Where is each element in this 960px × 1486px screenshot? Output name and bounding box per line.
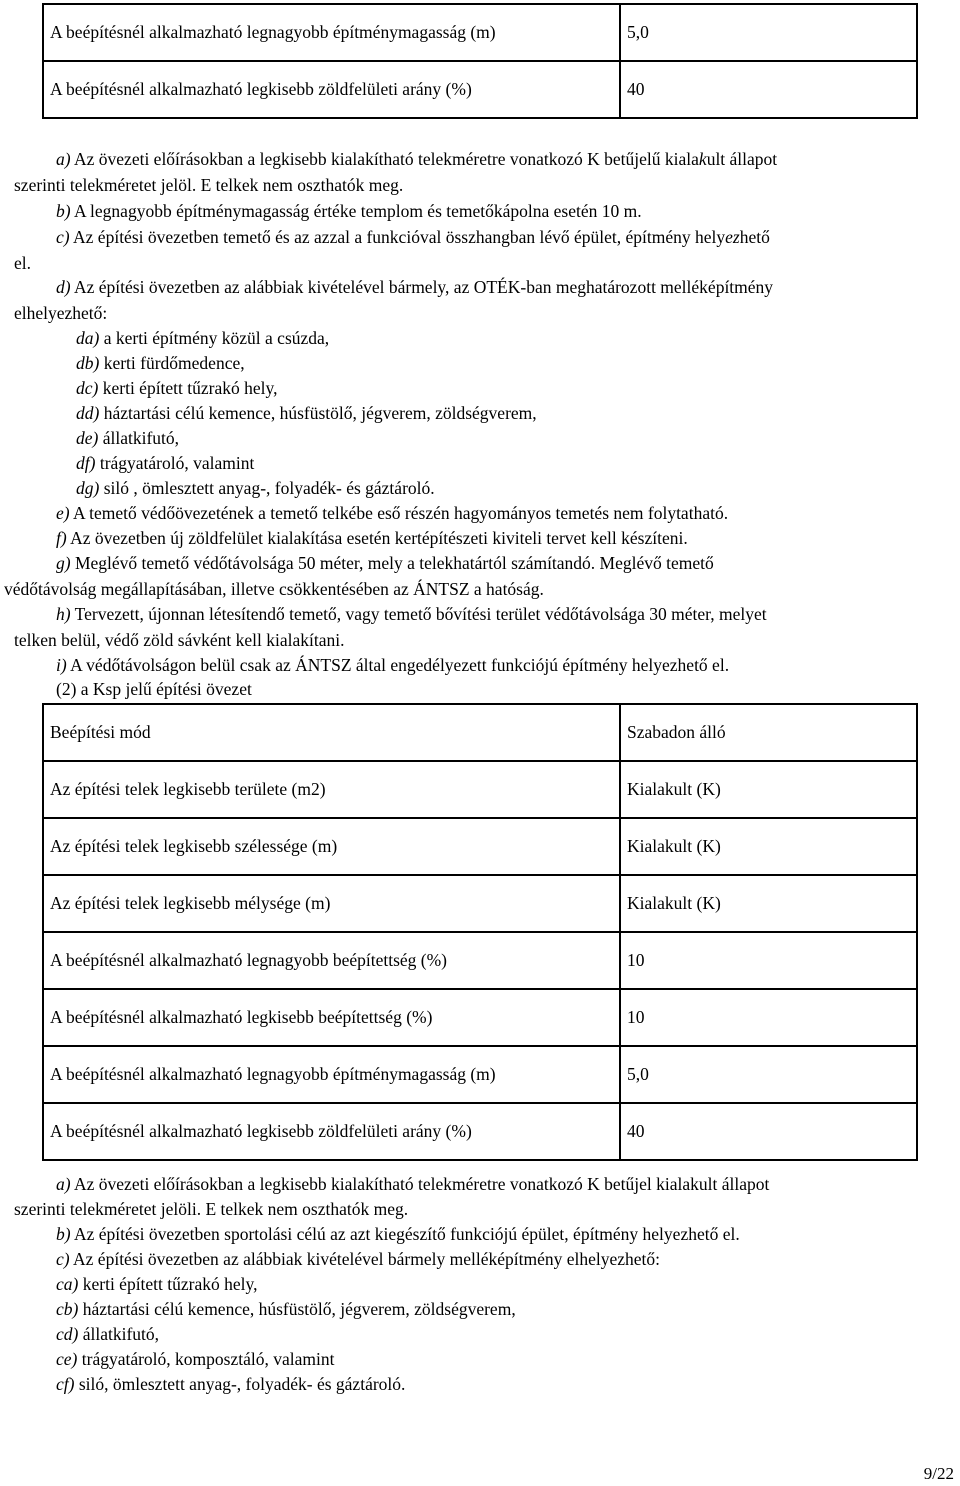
item-prefix: ce)	[56, 1349, 78, 1369]
table-row	[43, 932, 917, 989]
table-cell-value: Kialakult (K)	[620, 818, 917, 875]
item-prefix: a)	[56, 1174, 71, 1194]
item-prefix: b)	[56, 1224, 71, 1244]
list-item	[76, 377, 278, 399]
table-row	[43, 989, 917, 1046]
item-prefix: a)	[56, 149, 71, 169]
paragraph-h-line2: telken belül, védő zöld sávként kell kialakítani.	[14, 630, 345, 650]
paragraph-h-line1	[56, 603, 767, 625]
list-item-text: háztartási célú kemence, húsfüstölő, jégverem, zöldségverem,	[103, 403, 537, 423]
list-item	[56, 1273, 258, 1295]
paragraph-g-line2: védőtávolság megállapításában, illetve csökkentésében az ÁNTSZ a hatóság.	[4, 579, 544, 599]
item-prefix: b)	[56, 201, 71, 221]
table-cell-value: Szabadon álló	[620, 704, 917, 761]
table-cell-value: 5,0	[620, 1046, 917, 1103]
table-cell-label: A beépítésnél alkalmazható legkisebb zöldfelületi arány (%)	[43, 1103, 620, 1160]
list-item-text: háztartási célú kemence, húsfüstölő, jégverem, zöldségverem,	[82, 1299, 516, 1319]
item-prefix: dg)	[76, 478, 100, 498]
list-item	[76, 452, 254, 474]
zone-parameters-table-top	[42, 3, 918, 119]
paragraph-c-line1	[56, 226, 770, 248]
item-prefix: f)	[56, 528, 67, 548]
item-prefix: cd)	[56, 1324, 79, 1344]
list-item	[76, 352, 245, 374]
list-item-text: kerti épített tűzrakó hely,	[82, 1274, 258, 1294]
item-prefix: df)	[76, 453, 96, 473]
item-prefix: cf)	[56, 1374, 75, 1394]
paragraph-i	[56, 654, 729, 676]
paragraph-text: Az övezeti előírásokban a legkisebb kialakítható telekméretre vonatkozó K betűjel kialakult állapot	[74, 1174, 770, 1194]
list-item	[76, 402, 537, 424]
paragraph-g-line1	[56, 552, 714, 574]
table-cell-label: A beépítésnél alkalmazható legkisebb zöldfelületi arány (%)	[43, 61, 620, 118]
table-cell-label: Az építési telek legkisebb mélysége (m)	[43, 875, 620, 932]
italic-fragment: ez	[725, 227, 740, 247]
page-number: 9/22	[923, 1464, 954, 1483]
item-prefix: de)	[76, 428, 99, 448]
italic-fragment: k	[698, 149, 707, 169]
table-cell-label: A beépítésnél alkalmazható legkisebb beépítettség (%)	[43, 989, 620, 1046]
paragraph-text: Az építési övezetben az alábbiak kivételével bármely, az OTÉK-ban meghatározott melléképítmény	[74, 277, 774, 297]
paragraph-f	[56, 527, 688, 549]
paragraph-b	[56, 1223, 740, 1245]
table-row	[43, 4, 917, 61]
paragraph-text: ult állapot	[706, 149, 778, 169]
item-prefix: e)	[56, 503, 70, 523]
list-item	[56, 1373, 405, 1395]
paragraph-text: A legnagyobb építménymagasság értéke templom és temetőkápolna esetén 10 m.	[74, 201, 642, 221]
paragraph-text: Az övezeti előírásokban a legkisebb kialakítható telekméretre vonatkozó K betűjelű kiala	[74, 149, 699, 169]
table-row	[43, 818, 917, 875]
paragraph-d-line2: elhelyezhető:	[14, 303, 108, 323]
table-cell-label: Az építési telek legkisebb területe (m2)	[43, 761, 620, 818]
table-row	[43, 1103, 917, 1160]
paragraph-text: Meglévő temető védőtávolsága 50 méter, mely a telekhatártól számítandó. Meglévő temető	[74, 553, 714, 573]
paragraph-b	[56, 200, 642, 222]
list-item	[56, 1323, 159, 1345]
table-row	[43, 761, 917, 818]
section-heading: (2) a Ksp jelű építési övezet	[56, 679, 252, 699]
paragraph-text: A temető védőövezetének a temető telkébe eső részén hagyományos temetés nem folytatható.	[73, 503, 729, 523]
table-cell-value: 40	[620, 61, 917, 118]
item-prefix: cb)	[56, 1299, 79, 1319]
table-cell-label: A beépítésnél alkalmazható legnagyobb építménymagasság (m)	[43, 4, 620, 61]
paragraph-c-line2: el.	[14, 253, 32, 273]
list-item-text: a kerti építmény közül a csúzda,	[103, 328, 330, 348]
paragraph-a-line1	[56, 1173, 769, 1195]
paragraph-text: hető	[739, 227, 770, 247]
paragraph-text: Az építési övezetben az alábbiak kivételével bármely melléképítmény elhelyezhető:	[73, 1249, 660, 1269]
table-cell-value: 5,0	[620, 4, 917, 61]
table-cell-value: Kialakult (K)	[620, 875, 917, 932]
table-row	[43, 704, 917, 761]
table-cell-value: 10	[620, 989, 917, 1046]
item-prefix: c)	[56, 227, 70, 247]
list-item	[56, 1348, 334, 1370]
paragraph-c	[56, 1248, 660, 1270]
item-prefix: dd)	[76, 403, 100, 423]
table-cell-value: 40	[620, 1103, 917, 1160]
list-item-text: siló , ömlesztett anyag-, folyadék- és gáztároló.	[103, 478, 435, 498]
table-cell-label: A beépítésnél alkalmazható legnagyobb építménymagasság (m)	[43, 1046, 620, 1103]
item-prefix: da)	[76, 328, 100, 348]
item-prefix: i)	[56, 655, 67, 675]
item-prefix: ca)	[56, 1274, 79, 1294]
paragraph-e	[56, 502, 728, 524]
paragraph-d-line1	[56, 276, 773, 298]
table-cell-label: Az építési telek legkisebb szélessége (m)	[43, 818, 620, 875]
item-prefix: db)	[76, 353, 100, 373]
list-item	[76, 327, 329, 349]
table-row	[43, 61, 917, 118]
item-prefix: dc)	[76, 378, 99, 398]
table-row	[43, 1046, 917, 1103]
item-prefix: g)	[56, 553, 71, 573]
paragraph-text: Tervezett, újonnan létesítendő temető, vagy temető bővítési terület védőtávolsága 30 méter, melyet	[74, 604, 767, 624]
paragraph-text: Az építési övezetben sportolási célú az azt kiegészítő funkciójú épület, építmény helyezhető el.	[74, 1224, 740, 1244]
list-item	[76, 477, 435, 499]
item-prefix: d)	[56, 277, 71, 297]
table-row	[43, 875, 917, 932]
paragraph-text: Az övezetben új zöldfelület kialakítása esetén kertépítészeti kiviteli tervet kell készíteni.	[70, 528, 688, 548]
item-prefix: h)	[56, 604, 71, 624]
paragraph-a-line1	[56, 148, 777, 170]
table-cell-value: 10	[620, 932, 917, 989]
list-item-text: siló, ömlesztett anyag-, folyadék- és gáztároló.	[78, 1374, 406, 1394]
paragraph-text: Az építési övezetben temető és az azzal a funkcióval összhangban lévő épület, építmény hely	[73, 227, 726, 247]
item-prefix: c)	[56, 1249, 70, 1269]
list-item-text: trágyatároló, valamint	[99, 453, 255, 473]
list-item-text: kerti fürdőmedence,	[103, 353, 245, 373]
list-item-text: állatkifutó,	[102, 428, 180, 448]
list-item	[76, 427, 179, 449]
table-cell-value: Kialakult (K)	[620, 761, 917, 818]
paragraph-a-line2: szerinti telekméretet jelöli. E telkek nem oszthatók meg.	[14, 1199, 409, 1219]
list-item-text: trágyatároló, komposztáló, valamint	[81, 1349, 335, 1369]
ksp-zone-parameters-table	[42, 703, 918, 1161]
table-cell-label: A beépítésnél alkalmazható legnagyobb beépítettség (%)	[43, 932, 620, 989]
list-item	[56, 1298, 516, 1320]
list-item-text: kerti épített tűzrakó hely,	[102, 378, 278, 398]
paragraph-text: A védőtávolságon belül csak az ÁNTSZ által engedélyezett funkciójú építmény helyezhető el.	[70, 655, 730, 675]
paragraph-a-line2: szerinti telekméretet jelöl. E telkek nem oszthatók meg.	[14, 175, 404, 195]
list-item-text: állatkifutó,	[82, 1324, 160, 1344]
table-cell-label: Beépítési mód	[43, 704, 620, 761]
